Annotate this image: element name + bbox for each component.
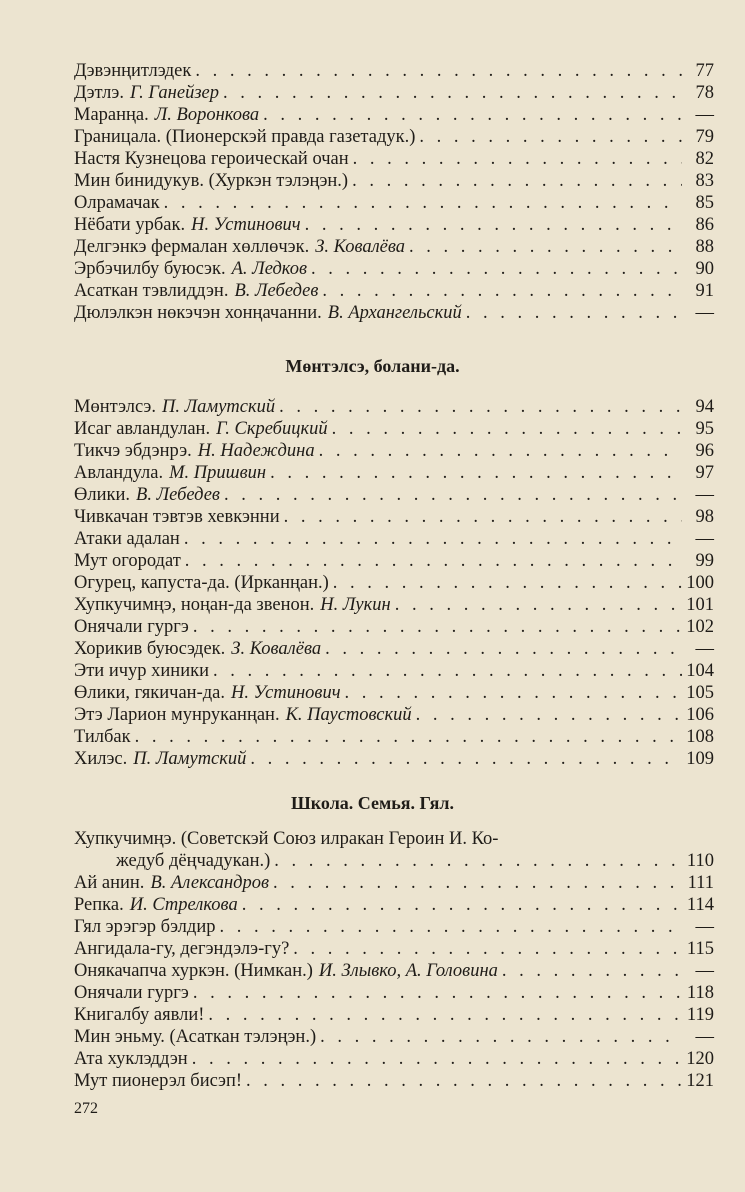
toc-entry [74, 594, 714, 616]
entry-title: Хилэс. [74, 749, 128, 769]
entry-page-number: 121 [686, 1071, 714, 1091]
entry-page-number: 78 [695, 83, 714, 103]
section-heading: Школа. Семья. Гял. [291, 793, 454, 813]
entry-page-number: 79 [695, 127, 714, 147]
entry-title: Мут пионерэл бисэп! [74, 1071, 243, 1091]
toc-entry [74, 170, 714, 192]
entry-title: Ата хуклэддэн [74, 1049, 188, 1069]
entry-page-number: — [695, 961, 714, 981]
toc-entry [74, 1048, 714, 1070]
entry-title: Исаг авландулан. [74, 419, 211, 439]
dot-leader [345, 682, 682, 704]
entry-author: И. Злывко, А. Головина [318, 961, 498, 981]
entry-page-number: 104 [686, 661, 714, 681]
entry-author: В. Лебедев [234, 281, 319, 301]
dot-leader [164, 192, 682, 214]
entry-title: Мут огородат [74, 551, 181, 571]
entry-page-number: — [695, 485, 714, 505]
entry-title: Дюлэлкэн нөкэчэн хонңачанни. [74, 303, 322, 323]
dot-leader [466, 302, 682, 324]
dot-leader [223, 82, 682, 104]
toc-entry [74, 638, 714, 660]
entry-author: Н. Надеждина [197, 441, 315, 461]
toc-entry [74, 258, 714, 280]
toc-entry [74, 616, 714, 638]
entry-title: Мин бинидукув. (Хуркэн тэлэңэн.) [74, 171, 349, 191]
entry-title: Эрбэчилбу буюсэк. [74, 259, 226, 279]
toc-entry [74, 440, 714, 462]
entry-title: Ай анин. [74, 873, 145, 893]
toc-entry [74, 214, 714, 236]
entry-author: З. Ковалёва [231, 639, 322, 659]
dot-leader [184, 528, 682, 550]
toc-entry [74, 550, 714, 572]
toc-entry [74, 872, 714, 894]
dot-leader [293, 938, 682, 960]
entry-page-number: 85 [695, 193, 714, 213]
entry-author: Г. Скребицкий [216, 419, 328, 439]
dot-leader [502, 960, 682, 982]
entry-author: Н. Устинович [230, 683, 341, 703]
dot-leader [419, 126, 682, 148]
dot-leader [224, 484, 682, 506]
entry-page-number: 110 [686, 851, 714, 871]
entry-author: И. Стрелкова [129, 895, 238, 915]
dot-leader [311, 258, 682, 280]
entry-page-number: 98 [695, 507, 714, 527]
dot-leader [352, 170, 682, 192]
entry-page-number: 105 [686, 683, 714, 703]
dot-leader [322, 280, 682, 302]
toc-entry [74, 192, 714, 214]
entry-author: Н. Лукин [320, 595, 391, 615]
toc-entry [74, 1004, 714, 1026]
entry-title: Мин эньму. (Асаткан тэлэңэн.) [74, 1027, 317, 1047]
entry-author: П. Ламутский [162, 397, 276, 417]
entry-page-number: 94 [695, 397, 714, 417]
dot-leader [273, 872, 682, 894]
dot-leader [185, 550, 682, 572]
entry-author: В. Александров [150, 873, 270, 893]
entry-title: Асаткан тэвлиддэн. [74, 281, 229, 301]
entry-title: Онячали гургэ [74, 983, 189, 1003]
entry-author: К. Паустовский [285, 705, 412, 725]
entry-title: Олрамачак [74, 193, 160, 213]
entry-title: Мөнтэлсэ. [74, 397, 156, 417]
entry-page-number: 102 [686, 617, 714, 637]
entry-title: Маранңа. [74, 105, 149, 125]
entry-title: Гял эрэгэр бэлдир [74, 917, 216, 937]
toc-entry [74, 916, 714, 938]
entry-title: Атаки адалан [74, 529, 180, 549]
entry-page-number: 111 [687, 873, 714, 893]
entry-title: Книгалбу аявли! [74, 1005, 205, 1025]
toc-entry [74, 60, 714, 82]
toc-entry [74, 104, 714, 126]
dot-leader [246, 1070, 682, 1092]
dot-leader [305, 214, 682, 236]
dot-leader [195, 60, 682, 82]
toc-entry [74, 704, 714, 726]
entry-title: Делгэнкэ фермалан хөллөчэк. [74, 237, 310, 257]
entry-title: Ангидала-гу, дегэндэлэ-гу? [74, 939, 290, 959]
dot-leader [213, 660, 682, 682]
entry-page-number: 109 [686, 749, 714, 769]
entry-page-number: 91 [695, 281, 714, 301]
entry-page-number: 83 [695, 171, 714, 191]
entry-page-number: 95 [695, 419, 714, 439]
dot-leader [274, 850, 682, 872]
toc-entry [74, 528, 714, 550]
dot-leader [250, 748, 682, 770]
entry-title: Настя Кузнецова героическай очан [74, 149, 349, 169]
dot-leader [192, 1048, 682, 1070]
entry-page-number: — [695, 917, 714, 937]
toc-section-1 [74, 60, 714, 324]
section-heading: Мөнтэлсэ, болани-да. [285, 356, 460, 376]
entry-page-number: 96 [695, 441, 714, 461]
entry-page-number: 86 [695, 215, 714, 235]
toc-entry [74, 280, 714, 302]
entry-page-number: 97 [695, 463, 714, 483]
entry-author: М. Пришвин [169, 463, 267, 483]
entry-title: Дэвэнңитлэдек [74, 61, 192, 81]
dot-leader [409, 236, 682, 258]
toc-entry [74, 506, 714, 528]
dot-leader [416, 704, 682, 726]
entry-author: Л. Воронкова [154, 105, 260, 125]
dot-leader [219, 916, 682, 938]
entry-title: Авландула. [74, 463, 164, 483]
toc-entry [74, 748, 714, 770]
dot-leader [333, 572, 682, 594]
entry-page-number: — [695, 529, 714, 549]
dot-leader [193, 616, 682, 638]
entry-author: Н. Устинович [191, 215, 301, 235]
entry-title: Онячали гургэ [74, 617, 189, 637]
toc-entry [74, 302, 714, 324]
entry-author: З. Ковалёва [315, 237, 406, 257]
entry-author: В. Лебедев [136, 485, 220, 505]
dot-leader [325, 638, 682, 660]
entry-page-number: 101 [686, 595, 714, 615]
toc-section-3 [74, 828, 714, 1092]
dot-leader [353, 148, 682, 170]
toc-entry [74, 572, 714, 594]
entry-title: жедуб дёңчадукан.) [116, 851, 271, 871]
dot-leader [208, 1004, 682, 1026]
entry-title: Өлики. [74, 485, 131, 505]
dot-leader [263, 104, 682, 126]
entry-page-number: 118 [686, 983, 714, 1003]
toc-entry [74, 894, 714, 916]
dot-leader [395, 594, 682, 616]
entry-title: Чивкачан тэвтэв хевкэнни [74, 507, 280, 527]
entry-page-number: 77 [695, 61, 714, 81]
entry-page-number: — [695, 105, 714, 125]
dot-leader [284, 506, 682, 528]
dot-leader [319, 440, 682, 462]
toc-entry [74, 236, 714, 258]
entry-title: Тилбак [74, 727, 131, 747]
toc-entry [74, 850, 714, 872]
entry-author: А. Ледков [231, 259, 308, 279]
entry-page-number: 108 [686, 727, 714, 747]
toc-entry [74, 462, 714, 484]
entry-title: Онякачапча хуркэн. (Нимкан.) [74, 961, 313, 981]
entry-title: Огурец, капуста-да. (Ирканңан.) [74, 573, 329, 593]
dot-leader [270, 462, 682, 484]
entry-title: Тикчэ эбдэнрэ. [74, 441, 192, 461]
entry-title: Этэ Ларион мунруканңан. [74, 705, 280, 725]
entry-title: Дэтлэ. [74, 83, 124, 103]
dot-leader [193, 982, 682, 1004]
entry-title: Репка. [74, 895, 124, 915]
entry-author: В. Архангельский [327, 303, 462, 323]
toc-entry [74, 938, 714, 960]
toc-entry [74, 982, 714, 1004]
entry-title: Эти ичур хиники [74, 661, 209, 681]
dot-leader [135, 726, 682, 748]
entry-title: Хорикив буюсэдек. [74, 639, 226, 659]
toc-entry-line: Хупкучимңэ. (Советскэй Союз илракан Героин И. Ко- [74, 829, 499, 849]
entry-page-number: 114 [686, 895, 714, 915]
toc-entry [74, 396, 714, 418]
entry-title: Границала. (Пионерскэй правда газетадук.) [74, 127, 416, 147]
toc-entry [74, 1026, 714, 1048]
entry-page-number: 100 [686, 573, 714, 593]
toc-entry [74, 1070, 714, 1092]
toc-entry [74, 418, 714, 440]
entry-page-number: 82 [695, 149, 714, 169]
toc-entry [74, 82, 714, 104]
entry-title: Нёбати урбак. [74, 215, 186, 235]
entry-title: Өлики, гякичан-да. [74, 683, 225, 703]
dot-leader [320, 1026, 682, 1048]
entry-page-number: 115 [686, 939, 714, 959]
toc-entry [74, 682, 714, 704]
entry-page-number: 120 [686, 1049, 714, 1069]
dot-leader [279, 396, 682, 418]
entry-page-number: 106 [686, 705, 714, 725]
entry-page-number: — [695, 639, 714, 659]
entry-title: Хупкучимңэ, ноңан-да звенон. [74, 595, 315, 615]
toc-entry [74, 126, 714, 148]
toc-entry [74, 960, 714, 982]
entry-page-number: — [695, 303, 714, 323]
toc-section-2 [74, 396, 714, 770]
dot-leader [332, 418, 682, 440]
entry-author: Г. Ганейзер [129, 83, 219, 103]
toc-entry [74, 148, 714, 170]
entry-page-number: 99 [695, 551, 714, 571]
toc-entry [74, 726, 714, 748]
entry-page-number: 88 [695, 237, 714, 257]
dot-leader [242, 894, 682, 916]
entry-page-number: — [695, 1027, 714, 1047]
entry-page-number: 119 [686, 1005, 714, 1025]
page-number: 272 [74, 1100, 98, 1117]
entry-author: П. Ламутский [133, 749, 247, 769]
entry-page-number: 90 [695, 259, 714, 279]
toc-entry [74, 484, 714, 506]
toc-entry [74, 660, 714, 682]
